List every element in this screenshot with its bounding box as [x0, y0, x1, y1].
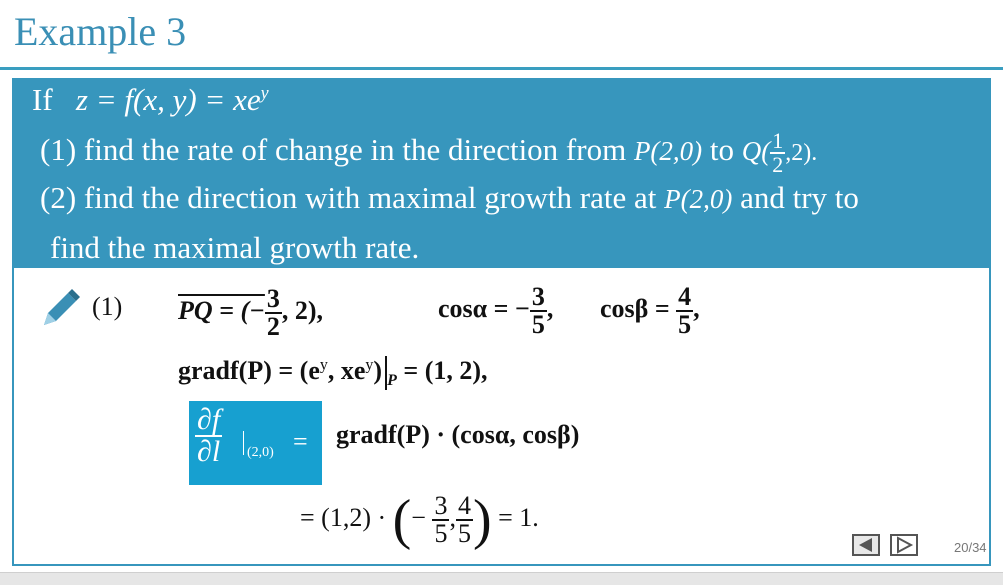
title-divider — [0, 67, 1003, 70]
cos-alpha-den: 5 — [531, 310, 545, 339]
cos-beta-den: 5 — [678, 310, 692, 339]
point-q-suffix: ,2). — [785, 140, 818, 167]
frac2-num: 4 — [457, 491, 471, 520]
grad-lhs: gradf(P) = (e — [178, 356, 320, 385]
point-q-prefix: Q( — [741, 136, 771, 167]
prev-slide-button[interactable] — [852, 534, 880, 556]
comma-2: , — [693, 293, 700, 323]
frac2-den: 5 — [457, 519, 471, 548]
to-word: to — [709, 132, 735, 168]
pq-vector-eq — [178, 286, 323, 340]
function-equation: z = f(x, y) = xe — [75, 82, 261, 117]
pq-numerator: 3 — [266, 284, 280, 313]
pencil-icon — [40, 287, 82, 329]
problem-part-1 — [40, 130, 817, 176]
prev-arrow-icon — [854, 536, 878, 554]
frac1-den: 5 — [434, 519, 448, 548]
part2-end: and try to — [740, 180, 859, 215]
equation-exponent: y — [260, 82, 269, 103]
part-label: (1) — [92, 292, 123, 321]
problem-part-2 — [40, 180, 859, 216]
directional-derivative-box — [189, 401, 322, 485]
frac-comma: , — [449, 502, 456, 532]
part2-text: (2) find the direction with maximal growth rate at — [40, 180, 657, 215]
grad-rhs: = (1, 2), — [403, 356, 488, 385]
deriv-numerator: ∂f — [197, 403, 221, 436]
next-slide-button[interactable] — [890, 534, 918, 556]
deriv-denominator: ∂l — [197, 435, 221, 468]
problem-if-line — [32, 82, 269, 118]
cos-alpha-num: 3 — [531, 282, 545, 311]
q-numerator: 1 — [772, 128, 784, 153]
point-p-2: P(2,0) — [664, 184, 733, 214]
q-denominator: 2 — [772, 152, 784, 177]
deriv-subscript: (2,0) — [247, 445, 274, 460]
next-arrow-icon — [892, 536, 916, 554]
cos-beta-num: 4 — [678, 282, 692, 311]
pq-lhs: PQ = (− — [178, 295, 265, 325]
final-minus: − — [411, 502, 426, 532]
cos-beta-lhs: cosβ = — [600, 293, 670, 323]
bottom-bar — [0, 572, 1003, 585]
if-label: If — [32, 82, 53, 117]
grad-close: ) — [373, 356, 383, 385]
frac1-num: 3 — [434, 491, 448, 520]
final-lhs: = (1,2) · — [300, 502, 387, 532]
grad-dot-expression: gradf(P) · (cosα, cosβ) — [336, 420, 580, 449]
final-paren-left: ( — [392, 489, 412, 551]
final-result-eq — [300, 488, 539, 552]
pq-denominator: 2 — [266, 312, 280, 341]
gradient-eq — [178, 356, 488, 390]
grad-sub-p: P — [387, 372, 397, 390]
cos-alpha-eq — [438, 284, 553, 338]
cos-alpha-lhs: cosα = − — [438, 293, 530, 323]
part1-text: (1) find the rate of change in the direction from — [40, 132, 627, 168]
page-indicator: 20/34 — [954, 540, 987, 555]
gradient-dot-eq — [336, 420, 579, 450]
grad-exp: y — [319, 356, 328, 374]
pq-end: , 2), — [281, 295, 324, 325]
grad-exp-2: y — [365, 356, 374, 374]
problem-statement-box — [12, 78, 991, 268]
comma: , — [546, 293, 554, 323]
grad-mid: , xe — [327, 356, 366, 385]
final-rhs: = 1. — [498, 502, 539, 532]
point-p: P(2,0) — [633, 136, 703, 167]
cos-beta-eq — [600, 284, 700, 338]
problem-part-3: find the maximal growth rate. — [50, 230, 420, 265]
slide-title: Example 3 — [14, 9, 187, 54]
deriv-equals: = — [293, 427, 308, 456]
final-paren-right: ) — [472, 489, 492, 551]
